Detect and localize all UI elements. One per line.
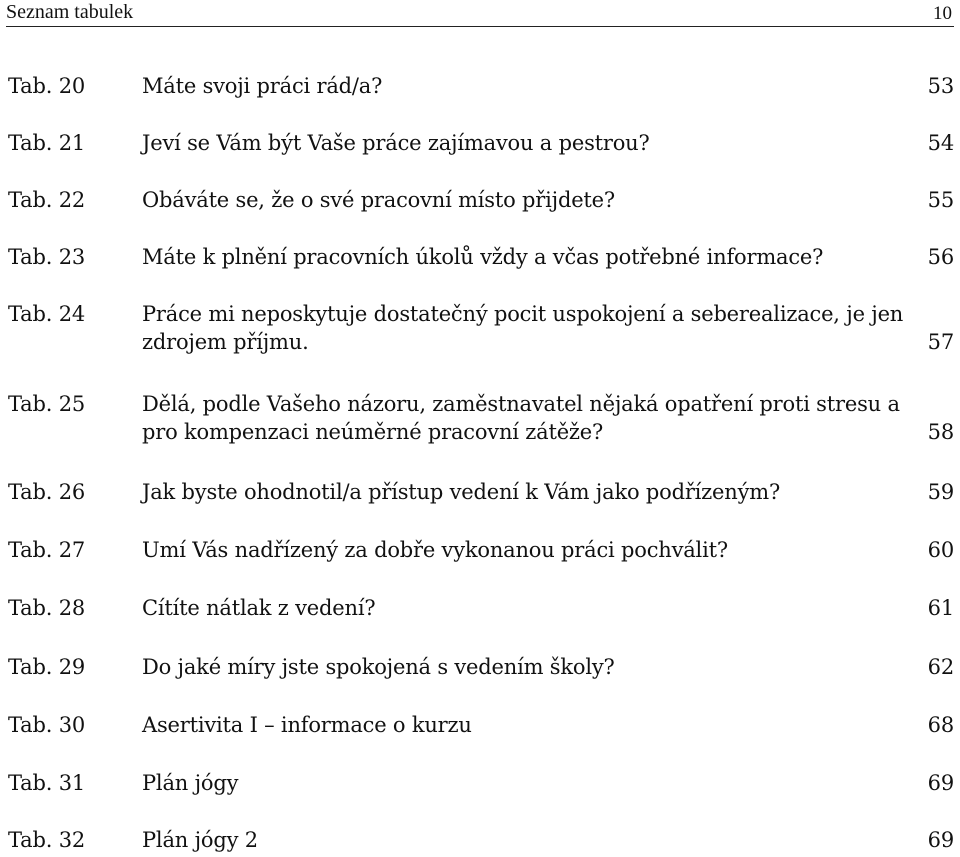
table-title: Práce mi neposkytuje dostatečný pocit uspokojení a seberealizace, je jen zdrojem příjmu. — [142, 302, 904, 354]
table-label: Tab. 21 — [8, 131, 86, 155]
table-page: 56 — [927, 245, 954, 269]
table-page: 54 — [927, 131, 954, 155]
table-label: Tab. 32 — [8, 828, 86, 852]
table-label: Tab. 20 — [8, 74, 86, 98]
table-title: Umí Vás nadřízený za dobře vykonanou práci pochválit? — [142, 538, 728, 562]
table-page: 68 — [927, 713, 954, 737]
table-page: 53 — [927, 74, 954, 98]
table-page: 58 — [927, 420, 954, 444]
table-title: Jak byste ohodnotil/a přístup vedení k Vám jako podřízeným? — [142, 480, 781, 504]
table-label: Tab. 30 — [8, 713, 86, 737]
table-page: 59 — [927, 480, 954, 504]
table-title: Plán jógy — [142, 771, 239, 795]
table-label: Tab. 22 — [8, 188, 86, 212]
table-label: Tab. 26 — [8, 480, 86, 504]
table-page: 69 — [927, 828, 954, 852]
table-label: Tab. 25 — [8, 392, 86, 416]
table-title: Asertivita I – informace o kurzu — [142, 713, 472, 737]
table-label: Tab. 29 — [8, 655, 86, 679]
table-title: Obáváte se, že o své pracovní místo přijdete? — [142, 188, 615, 212]
table-label: Tab. 27 — [8, 538, 86, 562]
table-title: Máte svoji práci rád/a? — [142, 74, 383, 98]
table-page: 61 — [927, 596, 954, 620]
table-page: 55 — [927, 188, 954, 212]
table-title: Dělá, podle Vašeho názoru, zaměstnavatel nějaká opatření proti stresu a pro kompenzaci neúměrné pracovní zátěže? — [142, 392, 900, 444]
table-title: Jeví se Vám být Vaše práce zajímavou a pestrou? — [142, 131, 650, 155]
table-page: 57 — [927, 330, 954, 354]
table-title: Máte k plnění pracovních úkolů vždy a včas potřebné informace? — [142, 245, 824, 269]
page-number: 10 — [933, 3, 952, 24]
table-label: Tab. 31 — [8, 771, 86, 795]
table-label: Tab. 23 — [8, 245, 86, 269]
table-label: Tab. 24 — [8, 302, 86, 326]
table-title: Cítíte nátlak z vedení? — [142, 596, 376, 620]
section-title: Seznam tabulek — [6, 1, 134, 23]
table-label: Tab. 28 — [8, 596, 86, 620]
table-title: Do jaké míry jste spokojená s vedením školy? — [142, 655, 615, 679]
table-title: Plán jógy 2 — [142, 828, 258, 852]
table-page: 60 — [927, 538, 954, 562]
table-page: 62 — [927, 655, 954, 679]
table-page: 69 — [927, 771, 954, 795]
